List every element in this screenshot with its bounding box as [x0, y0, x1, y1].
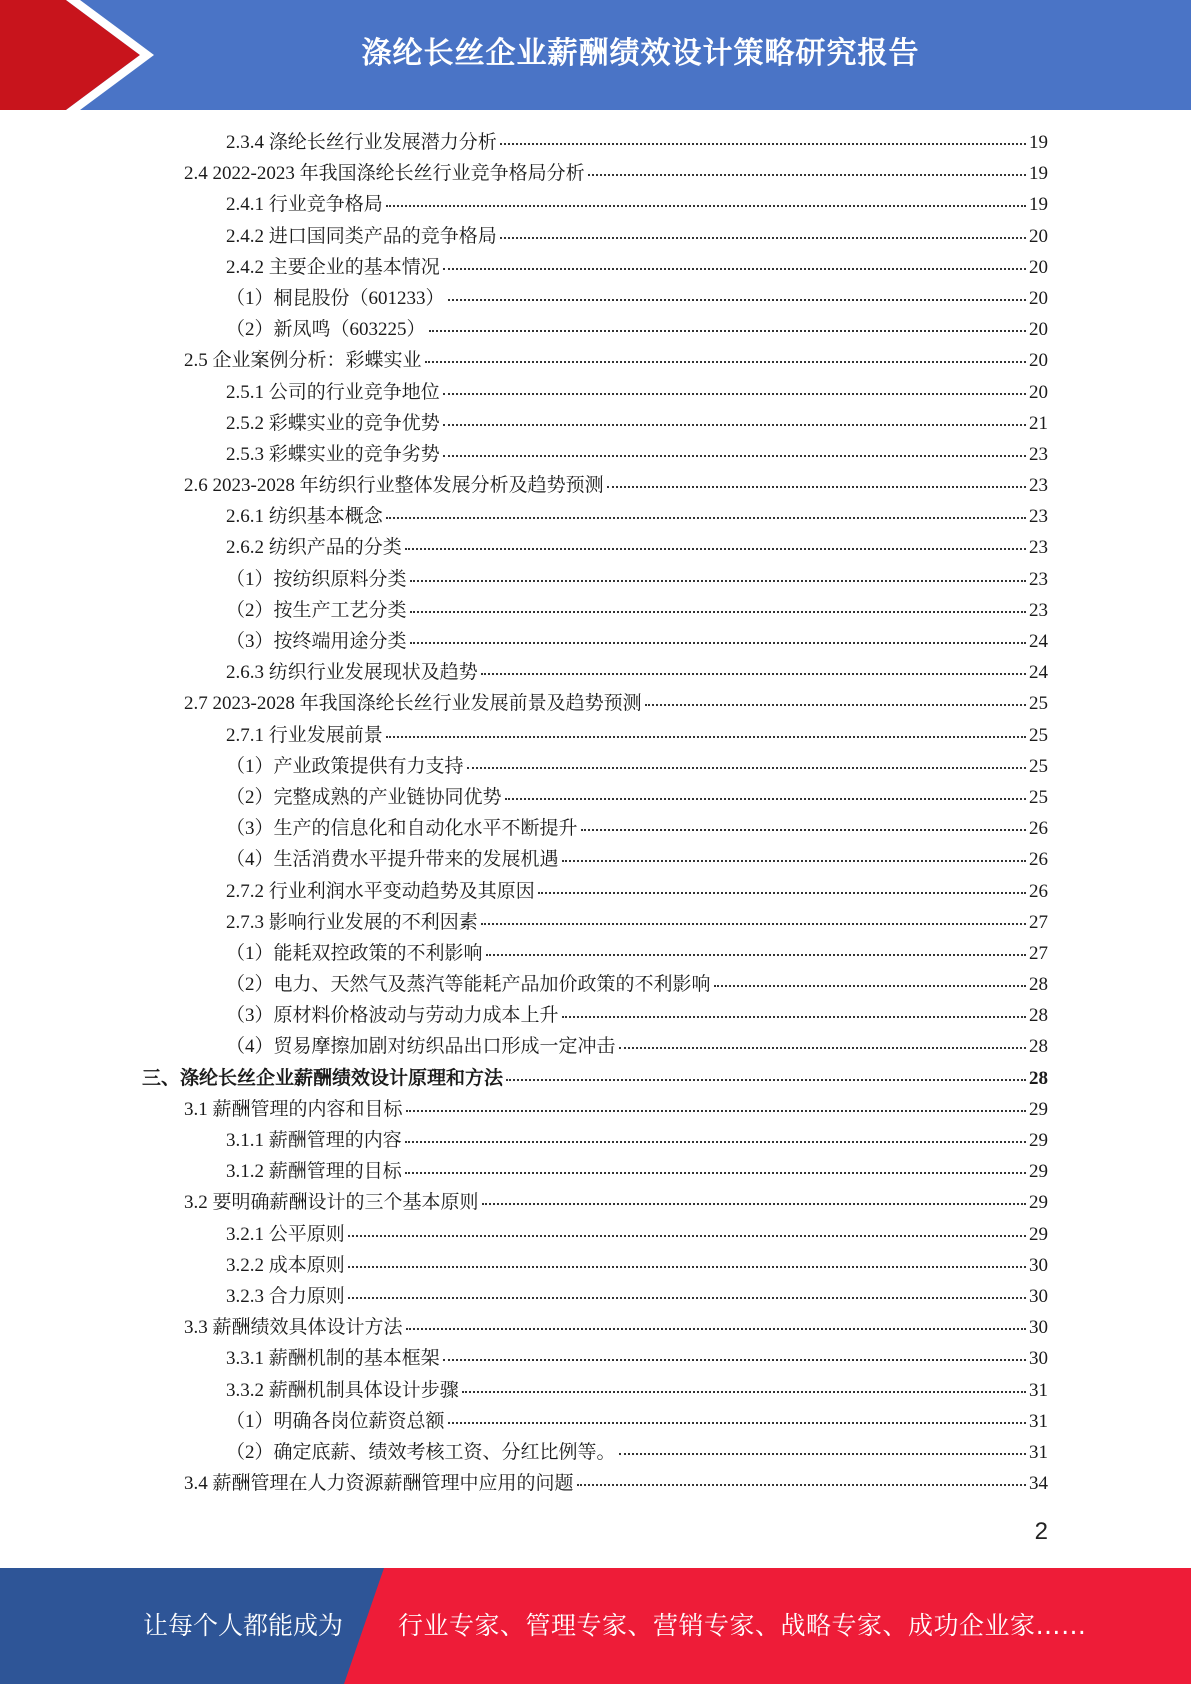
- toc-entry[interactable]: [0, 657, 1191, 688]
- toc-entry-page: 23: [1029, 537, 1048, 559]
- toc-entry[interactable]: [0, 314, 1191, 345]
- toc-entry-title: （2）电力、天然气及蒸汽等能耗产品加价政策的不利影响: [226, 974, 711, 996]
- toc-dot-leader: [348, 1297, 1026, 1299]
- toc-entry[interactable]: [0, 844, 1191, 875]
- toc-dot-leader: [577, 1484, 1026, 1486]
- toc-entry[interactable]: [0, 1437, 1191, 1468]
- toc-entry-page: 25: [1029, 755, 1048, 777]
- toc-dot-leader: [425, 361, 1026, 363]
- toc-entry-title: 2.5.3 彩蝶实业的竞争劣势: [226, 443, 440, 465]
- toc-dot-leader: [429, 330, 1026, 332]
- toc-dot-leader: [386, 205, 1026, 207]
- toc-entry[interactable]: [0, 439, 1191, 470]
- toc-entry[interactable]: [0, 377, 1191, 408]
- toc-entry-title: 3.2.3 合力原则: [226, 1285, 345, 1307]
- toc-entry-page: 20: [1029, 319, 1048, 341]
- toc-dot-leader: [714, 985, 1026, 987]
- toc-entry[interactable]: [0, 938, 1191, 969]
- toc-dot-leader: [386, 517, 1026, 519]
- toc-entry[interactable]: [0, 751, 1191, 782]
- toc-entry[interactable]: [0, 408, 1191, 439]
- toc-dot-leader: [562, 1016, 1026, 1018]
- toc-entry[interactable]: [0, 782, 1191, 813]
- toc-dot-leader: [562, 860, 1026, 862]
- toc-entry[interactable]: [0, 564, 1191, 595]
- toc-dot-leader: [588, 174, 1026, 176]
- document-title: 涤纶长丝企业薪酬绩效设计策略研究报告: [361, 36, 920, 71]
- toc-entry-title: （2）完整成熟的产业链协同优势: [226, 786, 502, 808]
- toc-entry-page: 31: [1029, 1441, 1048, 1463]
- toc-dot-leader: [405, 1141, 1026, 1143]
- toc-entry-page: 23: [1029, 475, 1048, 497]
- toc-entry[interactable]: [0, 688, 1191, 719]
- toc-entry-page: 30: [1029, 1254, 1048, 1276]
- toc-dot-leader: [500, 237, 1026, 239]
- toc-entry-page: 24: [1029, 631, 1048, 652]
- toc-entry-title: （4）贸易摩擦加剧对纺织品出口形成一定冲击: [226, 1036, 616, 1058]
- toc-entry-title: 2.6.3 纺织行业发展现状及趋势: [226, 662, 478, 684]
- toc-entry[interactable]: [0, 501, 1191, 532]
- toc-dot-leader: [645, 704, 1026, 706]
- toc-dot-leader: [500, 143, 1026, 145]
- toc-entry[interactable]: [0, 876, 1191, 907]
- toc-entry-page: 29: [1029, 1161, 1048, 1183]
- toc-dot-leader: [443, 393, 1026, 395]
- toc-dot-leader: [410, 642, 1026, 644]
- toc-entry-title: 3.1.2 薪酬管理的目标: [226, 1161, 402, 1183]
- toc-dot-leader: [619, 1453, 1026, 1455]
- toc-entry-page: 29: [1029, 1130, 1048, 1151]
- toc-entry[interactable]: [0, 1125, 1191, 1156]
- toc-dot-leader: [481, 923, 1026, 925]
- toc-entry-page: 26: [1029, 849, 1048, 871]
- toc-entry-page: 19: [1029, 194, 1048, 216]
- toc-entry-page: 19: [1029, 132, 1048, 153]
- toc-dot-leader: [348, 1266, 1026, 1268]
- toc-entry-page: 19: [1029, 163, 1048, 185]
- toc-dot-leader: [443, 455, 1026, 457]
- toc-entry-page: 25: [1029, 693, 1048, 715]
- toc-dot-leader: [506, 1079, 1026, 1081]
- toc-entry[interactable]: [0, 969, 1191, 1000]
- toc-dot-leader: [406, 1328, 1026, 1330]
- toc-entry[interactable]: [0, 1187, 1191, 1218]
- toc-entry-page: 24: [1029, 662, 1048, 684]
- toc-entry[interactable]: [0, 1343, 1191, 1374]
- toc-entry-page: 31: [1029, 1410, 1048, 1432]
- toc-entry-title: （2）按生产工艺分类: [226, 599, 407, 621]
- toc-dot-leader: [607, 486, 1026, 488]
- toc-entry-title: 3.4 薪酬管理在人力资源薪酬管理中应用的问题: [184, 1473, 574, 1495]
- toc-entry-title: （1）明确各岗位薪资总额: [226, 1410, 445, 1432]
- toc-entry-title: 3.3 薪酬绩效具体设计方法: [184, 1317, 403, 1339]
- toc-entry[interactable]: [0, 158, 1191, 189]
- toc-dot-leader: [443, 268, 1026, 270]
- toc-dot-leader: [581, 829, 1026, 831]
- toc-entry-title: 2.4.1 行业竞争格局: [226, 194, 383, 216]
- toc-entry-title: 3.3.2 薪酬机制具体设计步骤: [226, 1379, 459, 1401]
- toc-entry[interactable]: [0, 532, 1191, 563]
- toc-entry-title: 3.2.1 公平原则: [226, 1223, 345, 1245]
- toc-dot-leader: [443, 1359, 1026, 1361]
- toc-dot-leader: [410, 611, 1026, 613]
- toc-entry[interactable]: [0, 1094, 1191, 1125]
- toc-dot-leader: [386, 736, 1026, 738]
- toc-entry[interactable]: [0, 1312, 1191, 1343]
- toc-entry-page: 29: [1029, 1192, 1048, 1214]
- toc-dot-leader: [481, 673, 1026, 675]
- toc-entry-title: 2.4.2 主要企业的基本情况: [226, 256, 440, 278]
- toc-dot-leader: [348, 1235, 1026, 1237]
- toc-entry-page: 30: [1029, 1348, 1048, 1370]
- toc-entry-title: （1）按纺织原料分类: [226, 568, 407, 590]
- toc-dot-leader: [406, 1110, 1026, 1112]
- toc-entry[interactable]: [0, 1063, 1191, 1094]
- toc-entry-page: 20: [1029, 256, 1048, 278]
- toc-entry[interactable]: [0, 1031, 1191, 1062]
- toc-entry[interactable]: [0, 1375, 1191, 1406]
- toc-entry-title: 2.3.4 涤纶长丝行业发展潜力分析: [226, 132, 497, 153]
- toc-entry[interactable]: [0, 470, 1191, 501]
- toc-entry-title: 2.7.3 影响行业发展的不利因素: [226, 911, 478, 933]
- header-bar: [0, 0, 1191, 110]
- toc-entry[interactable]: [0, 813, 1191, 844]
- toc-entry-title: 3.2.2 成本原则: [226, 1254, 345, 1276]
- toc-entry-title: （2）新凤鸣（603225）: [226, 319, 426, 341]
- toc-entry-title: （1）产业政策提供有力支持: [226, 755, 464, 777]
- toc-entry-page: 20: [1029, 350, 1048, 372]
- toc-entry[interactable]: [0, 626, 1191, 657]
- footer-banner: [0, 1568, 1191, 1684]
- toc-entry-title: （1）能耗双控政策的不利影响: [226, 942, 483, 964]
- toc-entry[interactable]: [0, 1219, 1191, 1250]
- toc-entry[interactable]: [0, 907, 1191, 938]
- toc-entry[interactable]: [0, 1000, 1191, 1031]
- toc-entry[interactable]: [0, 252, 1191, 283]
- toc-entry-page: 30: [1029, 1317, 1048, 1339]
- toc-entry-page: 23: [1029, 506, 1048, 528]
- toc-entry-page: 20: [1029, 287, 1048, 309]
- toc-dot-leader: [486, 954, 1026, 956]
- toc-entry-title: （4）生活消费水平提升带来的发展机遇: [226, 849, 559, 871]
- toc-entry[interactable]: [0, 595, 1191, 626]
- toc-entry-page: 23: [1029, 599, 1048, 621]
- toc-entry[interactable]: [0, 1156, 1191, 1187]
- toc-entry[interactable]: [0, 345, 1191, 376]
- toc-entry-title: （2）确定底薪、绩效考核工资、分红比例等。: [226, 1441, 616, 1463]
- toc-entry-title: 三、涤纶长丝企业薪酬绩效设计原理和方法: [142, 1067, 504, 1089]
- toc-entry-title: 2.6 2023-2028 年纺织行业整体发展分析及趋势预测: [184, 475, 604, 497]
- toc-entry-page: 23: [1029, 443, 1048, 465]
- toc-entry-page: 25: [1029, 724, 1048, 746]
- toc-entry-page: 20: [1029, 225, 1048, 247]
- toc-dot-leader: [619, 1047, 1026, 1049]
- toc-dot-leader: [405, 548, 1026, 550]
- toc-entry-title: 2.7.2 行业利润水平变动趋势及其原因: [226, 880, 535, 902]
- toc-entry-page: 28: [1029, 974, 1048, 996]
- toc-dot-leader: [467, 767, 1026, 769]
- toc-entry[interactable]: [0, 1250, 1191, 1281]
- toc-entry-title: 2.4 2022-2023 年我国涤纶长丝行业竞争格局分析: [184, 163, 585, 185]
- toc-entry[interactable]: [0, 1468, 1191, 1499]
- toc-dot-leader: [505, 798, 1026, 800]
- toc-dot-leader: [448, 1422, 1026, 1424]
- toc-entry-page: 25: [1029, 786, 1048, 808]
- toc-dot-leader: [482, 1203, 1026, 1205]
- toc-dot-leader: [410, 580, 1026, 582]
- header-arrow-decoration: [0, 0, 160, 110]
- toc-entry-page: 29: [1029, 1223, 1048, 1245]
- toc-entry[interactable]: [0, 283, 1191, 314]
- toc-entry-title: 2.6.2 纺织产品的分类: [226, 537, 402, 559]
- toc-entry-page: 31: [1029, 1379, 1048, 1401]
- toc-entry-title: （3）按终端用途分类: [226, 631, 407, 652]
- footer-slogan-lead: 让每个人都能成为: [143, 1611, 344, 1640]
- toc-entry[interactable]: [0, 189, 1191, 220]
- toc-entry-title: （1）桐昆股份（601233）: [226, 287, 445, 309]
- toc-dot-leader: [462, 1391, 1026, 1393]
- table-of-contents: [0, 127, 1191, 1499]
- page-number: 2: [1034, 1518, 1048, 1545]
- toc-dot-leader: [443, 424, 1026, 426]
- toc-entry-page: 26: [1029, 818, 1048, 840]
- toc-entry-title: 3.3.1 薪酬机制的基本框架: [226, 1348, 440, 1370]
- toc-entry-page: 28: [1029, 1005, 1048, 1027]
- toc-entry-page: 23: [1029, 568, 1048, 590]
- toc-entry-title: 3.2 要明确薪酬设计的三个基本原则: [184, 1192, 479, 1214]
- footer-slogan-roles: 行业专家、管理专家、营销专家、战略专家、成功企业家……: [398, 1611, 1087, 1640]
- toc-entry-page: 28: [1029, 1067, 1048, 1089]
- toc-entry-title: 2.5.2 彩蝶实业的竞争优势: [226, 412, 440, 434]
- toc-entry-page: 34: [1029, 1473, 1048, 1495]
- toc-entry[interactable]: [0, 1281, 1191, 1312]
- toc-dot-leader: [405, 1172, 1026, 1174]
- toc-dot-leader: [538, 892, 1026, 894]
- toc-entry-title: 2.5.1 公司的行业竞争地位: [226, 381, 440, 403]
- toc-entry-page: 21: [1029, 412, 1048, 434]
- toc-entry-title: 2.7 2023-2028 年我国涤纶长丝行业发展前景及趋势预测: [184, 693, 642, 715]
- toc-entry-page: 26: [1029, 880, 1048, 902]
- toc-entry-title: 2.5 企业案例分析：彩蝶实业: [184, 350, 422, 372]
- toc-entry-title: 2.7.1 行业发展前景: [226, 724, 383, 746]
- toc-entry-title: 3.1 薪酬管理的内容和目标: [184, 1098, 403, 1120]
- toc-entry-title: 2.4.2 进口国同类产品的竞争格局: [226, 225, 497, 247]
- toc-entry-page: 30: [1029, 1285, 1048, 1307]
- toc-entry-page: 28: [1029, 1036, 1048, 1058]
- toc-entry-title: （3）原材料价格波动与劳动力成本上升: [226, 1005, 559, 1027]
- toc-entry-page: 27: [1029, 911, 1048, 933]
- toc-entry-page: 27: [1029, 942, 1048, 964]
- toc-entry[interactable]: [0, 221, 1191, 252]
- toc-entry-title: 2.6.1 纺织基本概念: [226, 506, 383, 528]
- toc-entry[interactable]: [0, 1406, 1191, 1437]
- toc-entry-page: 20: [1029, 381, 1048, 403]
- toc-entry-page: 29: [1029, 1098, 1048, 1120]
- toc-entry-title: （3）生产的信息化和自动化水平不断提升: [226, 818, 578, 840]
- toc-entry-title: 3.1.1 薪酬管理的内容: [226, 1130, 402, 1151]
- toc-dot-leader: [448, 299, 1026, 301]
- toc-entry[interactable]: [0, 127, 1191, 158]
- toc-entry[interactable]: [0, 720, 1191, 751]
